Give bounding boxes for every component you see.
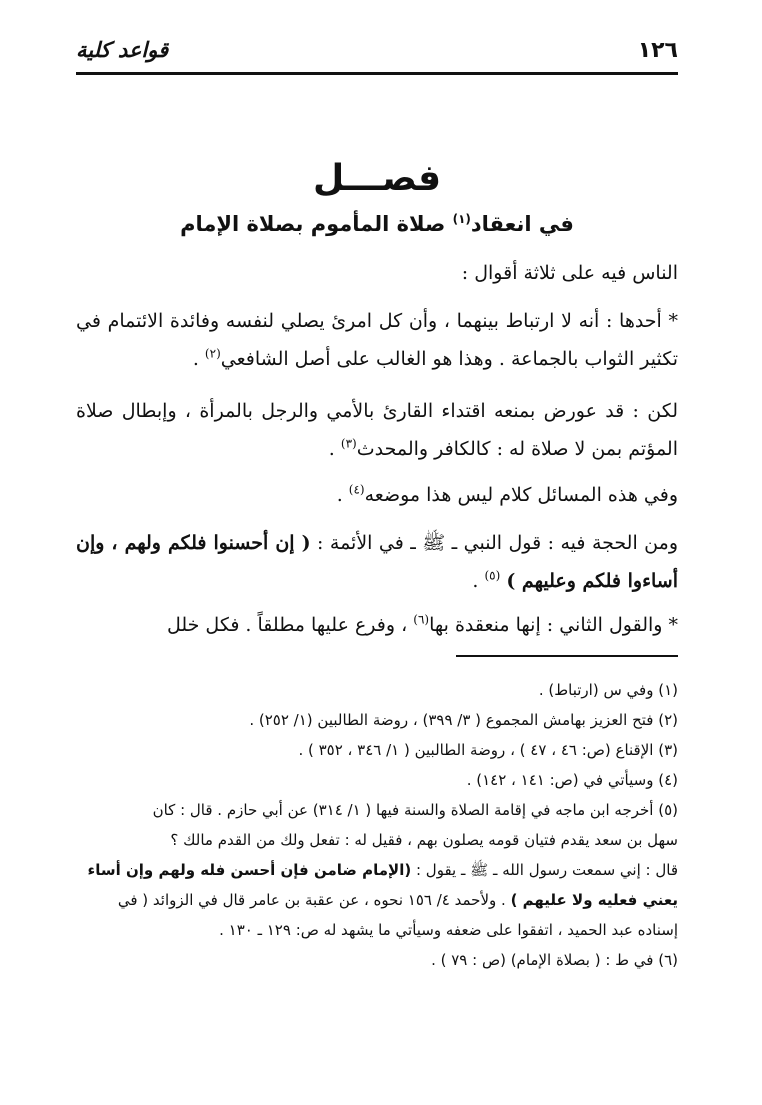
paragraph-end: .	[192, 348, 199, 370]
hadith-quote-end: يعني فعليه ولا عليهم )	[510, 891, 678, 909]
paragraph-text: * والقول الثاني : إنها منعقدة بها	[429, 614, 678, 636]
footnote-5-line-3	[76, 855, 678, 885]
footnote-ref: (٢)	[204, 346, 221, 361]
footnote-4: (٤) وسيأتي في (ص: ١٤١ ، ١٤٢) .	[466, 771, 678, 789]
footnote-ref: (٤)	[348, 482, 365, 497]
paragraph-1	[76, 254, 678, 292]
paragraph-5	[76, 524, 678, 600]
subtitle-part-b: صلاة المأموم بصلاة الإمام	[180, 212, 446, 236]
paragraph-text-cont: ، وفرع عليها مطلقاً . فكل خلل	[166, 614, 408, 636]
footnote-separator	[456, 655, 678, 657]
paragraph-text: ومن الحجة فيه : قول النبي ـ ﷺ ـ في الأئمة :	[317, 532, 678, 554]
paragraph-text: لكن : قد عورض بمنعه اقتداء القارئ بالأمي والرجل بالمرأة ، وإبطال صلاة المؤتم بمن لا صلاة له : كالكافر والمحدث	[76, 400, 678, 460]
paragraph-4	[76, 476, 678, 514]
section-subtitle	[76, 212, 678, 236]
footnote-6: (٦) في ط : ( بصلاة الإمام) (ص : ٧٩ ) .	[431, 951, 678, 969]
paragraph-end: .	[472, 570, 479, 592]
footnote-2: (٢) فتح العزيز بهامش المجموع ( ٣/ ٣٩٩) ، روضة الطالبين (١/ ٢٥٢) .	[249, 711, 678, 729]
footnote-5-line-5: إسناده عبد الحميد ، اتفقوا على ضعفه وسيأتي ما يشهد له ص: ١٢٩ ـ ١٣٠ .	[219, 921, 678, 939]
footnote-text: قال : إني سمعت رسول الله ـ ﷺ ـ يقول :	[415, 861, 678, 879]
page-number: ١٢٦	[637, 38, 678, 63]
paragraph-3	[76, 392, 678, 468]
section-title: فصـــل	[312, 158, 442, 199]
paragraph-text: وفي هذه المسائل كلام ليس هذا موضعه	[364, 484, 678, 506]
footnote-text: . ولأحمد ٤/ ١٥٦ نحوه ، عن عقبة بن عامر قال في الزوائد ( في	[117, 891, 506, 909]
hadith-quote: (الإمام ضامن فإن أحسن فله ولهم وإن أساء	[87, 861, 412, 879]
footnote-ref: (٦)	[413, 612, 430, 627]
paragraph-6	[76, 606, 678, 644]
footnote-3: (٣) الإقناع (ص: ٤٦ ، ٤٧ ) ، روضة الطالبين ( ١/ ٣٤٦ ، ٣٥٢ ) .	[298, 741, 678, 759]
footnote-ref: (٥)	[484, 568, 501, 583]
running-title: قواعد كلية	[76, 38, 169, 62]
footnote-ref: (٣)	[340, 436, 357, 451]
paragraph-end: .	[336, 484, 343, 506]
paragraph-2	[76, 302, 678, 378]
footnote-5-line-1: (٥) أخرجه ابن ماجه في إقامة الصلاة والسنة فيها ( ١/ ٣١٤) عن أبي حازم . قال : كان	[152, 801, 678, 819]
footnote-5-line-2: سهل بن سعد يقدم فتيان قومه يصلون بهم ، فقيل له : تفعل ولك من القدم مالك ؟	[170, 831, 678, 849]
subtitle-part-a: في انعقاد	[470, 212, 574, 236]
header-rule	[76, 72, 678, 75]
paragraph-text: * أحدها : أنه لا ارتباط بينهما ، وأن كل امرئ يصلي لنفسه وفائدة الائتمام في تكثير الثواب بالجماعة . وهذا هو الغالب على أصل الشافعي	[76, 310, 678, 370]
running-header	[76, 38, 678, 74]
footnote-5-line-4	[76, 885, 678, 915]
footnote-ref: (١)	[452, 212, 471, 226]
footnote-1: (١) وفي س (ارتباط) .	[538, 681, 678, 699]
footnotes	[76, 675, 678, 975]
paragraph-end: .	[328, 438, 335, 460]
hadith-quote: ( إن أحسنوا فلكم ولهم ، وإن أساءوا فلكم وعليهم )	[76, 532, 678, 592]
paragraph-text: الناس فيه على ثلاثة أقوال :	[461, 262, 678, 284]
